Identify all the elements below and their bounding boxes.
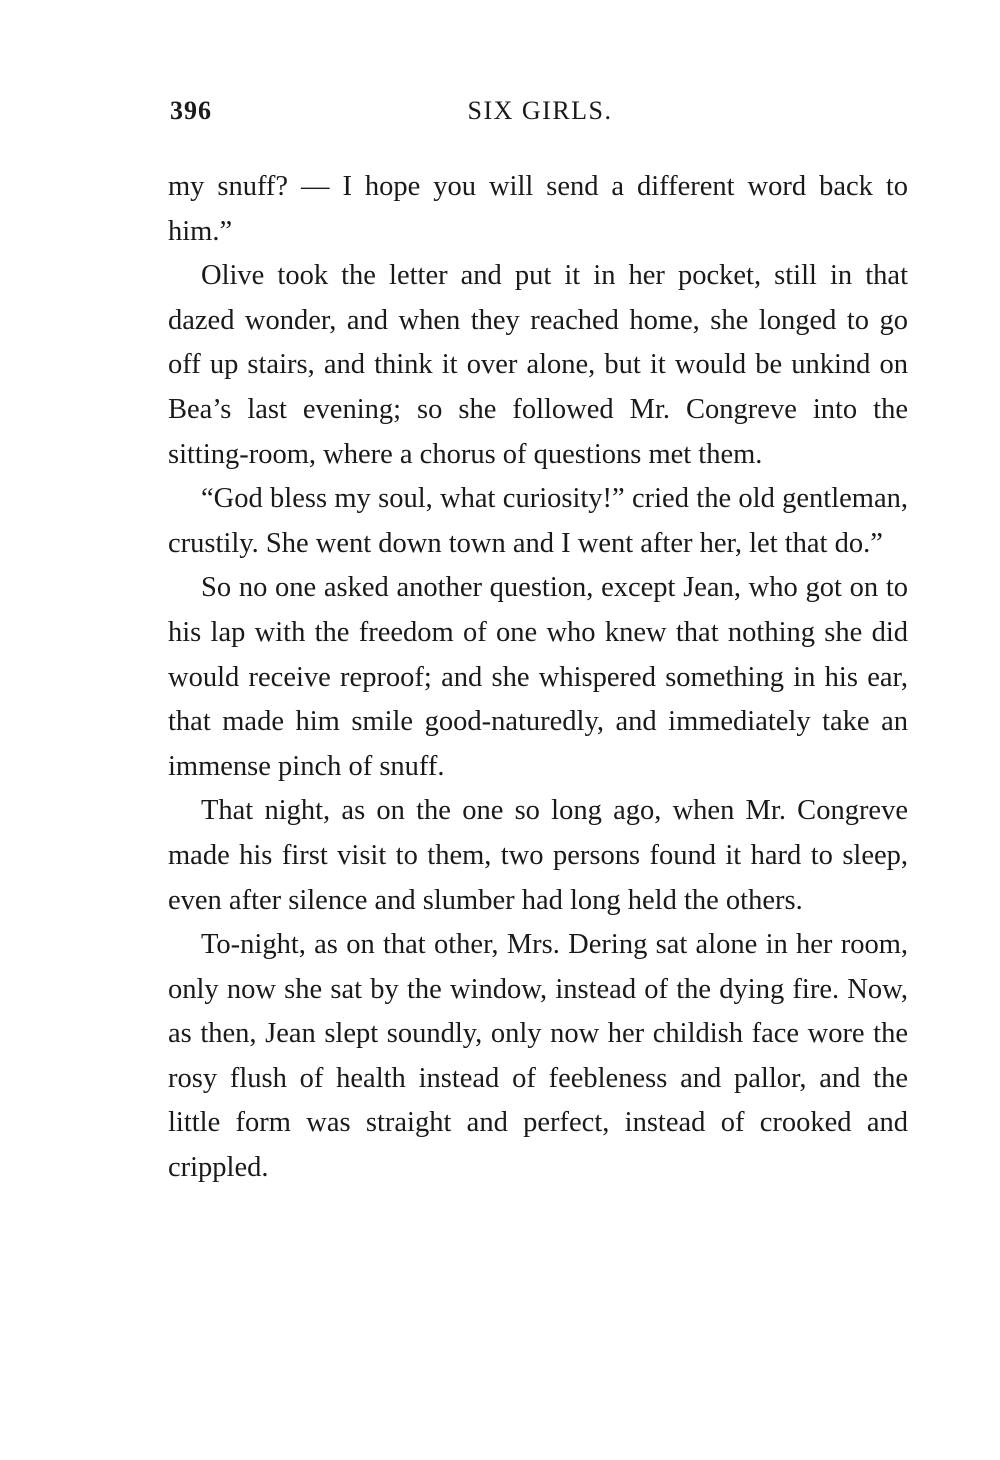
- paragraph-old-gentleman: “God bless my soul, what curiosity!” cried the old gentleman, crustily. She went down town and I went after her, let that do.”: [168, 483, 908, 559]
- paragraph-jean-lap: So no one asked another question, except Jean, who got on to his lap with the freedom of one who knew that nothing she did would receive reproof; and she whispered something in his ear, that made him smile good-naturedly, and immediately take an immense pinch of snuff.: [168, 572, 908, 782]
- running-title: SIX GIRLS.: [467, 96, 613, 125]
- running-head: [170, 96, 910, 136]
- paragraph-to-night: To-night, as on that other, Mrs. Dering sat alone in her room, only now she sat by the window, instead of the dying fire. Now, as then, Jean slept soundly, only now her childish face wore the rosy flush of health instead of feebleness and pallor, and the little form was straight and perfect, instead of crooked and crippled.: [168, 929, 908, 1184]
- body-text: [168, 165, 908, 1191]
- page-number: 396: [170, 96, 212, 125]
- paragraph-continuation: my snuff? — I hope you will send a different word back to him.”: [168, 171, 908, 247]
- paragraph-that-night: That night, as on the one so long ago, when Mr. Congreve made his first visit to them, two persons found it hard to sleep, even after silence and slumber had long held the others.: [168, 795, 908, 916]
- paragraph-olive-letter: Olive took the letter and put it in her pocket, still in that dazed wonder, and when they reached home, she longed to go off up stairs, and think it over alone, but it would be unkind on Bea’s last evening; so she followed Mr. Congreve into the sitting-room, where a chorus of questions met them.: [168, 260, 908, 470]
